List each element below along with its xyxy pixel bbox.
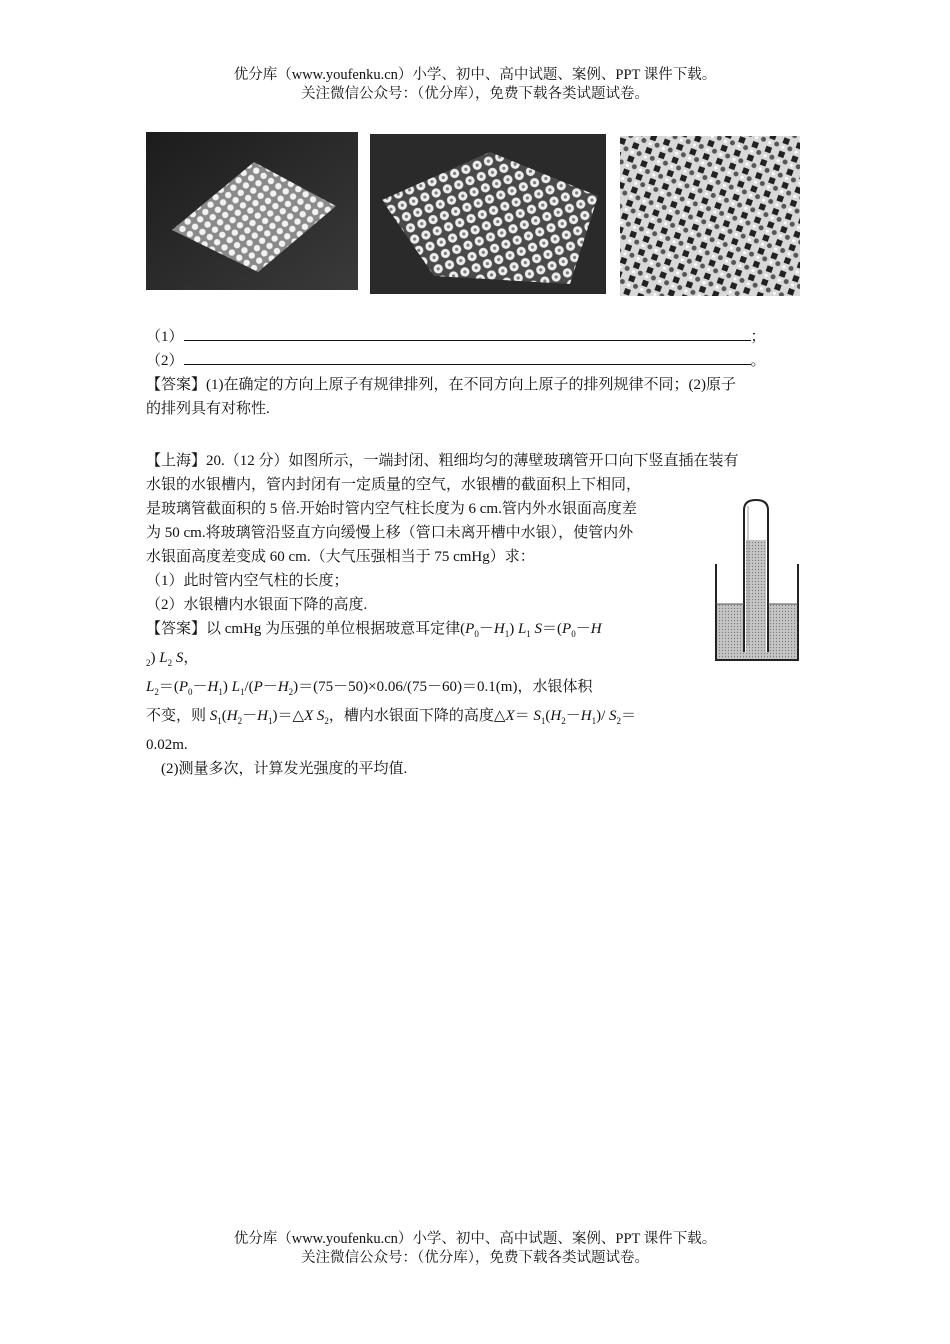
- calc-mid: ＝(75－50)×: [298, 679, 377, 695]
- q19-answer-line-1: 【答案】(1)在确定的方向上原子有规律排列，在不同方向上原子的排列规律不同；(2)原子: [146, 377, 736, 393]
- crystal-images: [146, 130, 806, 298]
- q20-line-5: 水银面高度差变成 60 cm.（大气压强相当于 75 cmHg）求：: [146, 549, 535, 565]
- blank-2-label: （2）: [146, 353, 184, 369]
- q20-answer-line-3: $L_2=(P_0-H_1)$ $L_1/(P-H_2)=(75-50)\times 0.06/(75-60)=0.1(m)$，水银体积: [146, 679, 593, 697]
- q20-sub-2: （2）水银槽内水银面下降的高度.: [146, 597, 368, 613]
- answer-c1: 不变，则: [146, 708, 207, 724]
- answer-c2: ，槽内水银面下降的高度△: [328, 708, 506, 724]
- footer-line-1: 优分库（www.youfenku.cn）小学、初中、高中试题、案例、PPT 课件下载。: [233, 1231, 717, 1247]
- page-footer: [0, 1230, 950, 1268]
- page-header: [0, 66, 950, 104]
- header-line-2: 关注微信公众号：（优分库），免费下载各类试题试卷。: [301, 86, 649, 102]
- header-line-1: 优分库（www.youfenku.cn）小学、初中、高中试题、案例、PPT 课件下载。: [233, 67, 717, 83]
- answer-blank-1: [184, 326, 751, 341]
- q20-answer-line-4: 不变，则 $S_1(H_2-H_1)=\triangle X$ $S_2$，槽内水银面下降的高度△X＝ $S_1(H_2-H_1)/$ $S_2=$: [146, 708, 637, 726]
- q20-sub-1: （1）此时管内空气柱的长度；: [146, 573, 349, 589]
- blank-2-end: 。: [750, 353, 766, 369]
- q20-answer-line-2: $_2$) $L_2$ S，: [146, 650, 199, 668]
- footer-line-2: 关注微信公众号：（优分库），免费下载各类试题试卷。: [301, 1250, 649, 1266]
- q20-line-3: 是玻璃管截面积的 5 倍.开始时管内空气柱长度为 6 cm.管内外水银面高度差: [146, 501, 637, 517]
- crystal-photo-3: [620, 136, 800, 296]
- blank-1-end: ；: [750, 329, 766, 345]
- calc-end: 0.06/(75－60)＝0.1(m)，水银体积: [376, 679, 593, 695]
- answer-blank-2: [184, 350, 751, 365]
- q20-section: [146, 449, 810, 781]
- q20-answer-line-1: 【答案】以 cmHg 为压强的单位根据玻意耳定律$(P_0-H_1)$ $L_1$ $S=(P_0-H$: [146, 621, 602, 639]
- q19-answer-line-2: 的排列具有对称性.: [146, 401, 270, 417]
- q19-blank-1: [146, 325, 810, 349]
- q20-line-4: 为 50 cm.将玻璃管沿竖直方向缓慢上移（管口未离开槽中水银），使管内外: [146, 525, 634, 541]
- q20-extra-line: (2)测量多次，计算发光强度的平均值.: [161, 761, 408, 777]
- q19-section: [146, 325, 810, 421]
- mercury-tube-diagram: [712, 496, 808, 664]
- q20-line-1: 【上海】20.（12 分）如图所示，一端封闭、粗细均匀的薄壁玻璃管开口向下竖直插在装有: [146, 453, 739, 469]
- q20-line-2: 水银的水银槽内，管内封闭有一定质量的空气，水银槽的截面积上下相同，: [146, 477, 642, 493]
- crystal-photo-1: [146, 132, 358, 290]
- calc-prefix: ＝(: [158, 679, 179, 695]
- q19-blank-2: [146, 349, 810, 373]
- answer-intro: 【答案】以 cmHg 为压强的单位根据玻意耳定律(: [146, 621, 466, 637]
- crystal-photo-2: [370, 134, 606, 294]
- blank-1-label: （1）: [146, 329, 184, 345]
- q20-answer-final: 0.02m.: [146, 737, 188, 753]
